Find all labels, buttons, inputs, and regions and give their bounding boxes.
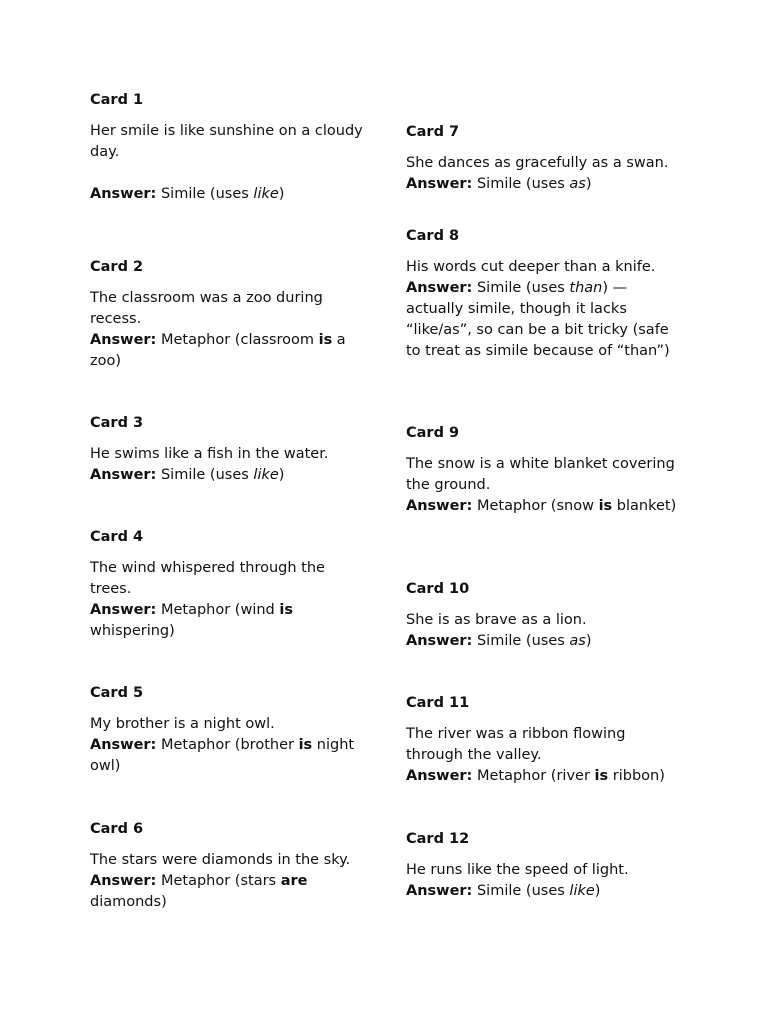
answer-label: Answer: xyxy=(406,633,473,649)
answer-keyword: like xyxy=(253,186,279,202)
card-4 xyxy=(90,527,368,642)
answer-label: Answer: xyxy=(406,498,473,514)
card-2 xyxy=(90,257,368,372)
card-answer xyxy=(90,735,368,777)
answer-keyword: is xyxy=(594,768,609,784)
card-title: Card 1 xyxy=(90,92,144,108)
answer-kind: Simile xyxy=(476,280,522,296)
answer-kind: Simile xyxy=(160,186,206,202)
answer-pre: (uses xyxy=(521,883,570,899)
card-sentence: The classroom was a zoo during recess. xyxy=(90,290,323,327)
answer-pre: (uses xyxy=(205,186,254,202)
answer-post: whispering) xyxy=(90,623,175,639)
answer-label: Answer: xyxy=(406,176,473,192)
card-sentence: She is as brave as a lion. xyxy=(406,612,587,628)
card-sentence: The snow is a white blanket covering the ground. xyxy=(406,456,675,493)
card-title: Card 8 xyxy=(406,228,460,244)
card-sentence: His words cut deeper than a knife. xyxy=(406,259,656,275)
card-answer xyxy=(90,465,368,486)
answer-kind: Simile xyxy=(476,176,522,192)
answer-label: Answer: xyxy=(90,332,157,348)
card-title: Card 5 xyxy=(90,685,144,701)
answer-post: diamonds) xyxy=(90,894,167,910)
answer-label: Answer: xyxy=(406,768,473,784)
card-sentence: The wind whispered through the trees. xyxy=(90,560,325,597)
answer-label: Answer: xyxy=(406,883,473,899)
answer-keyword: as xyxy=(569,176,586,192)
card-6 xyxy=(90,819,368,913)
answer-kind: Metaphor xyxy=(476,768,547,784)
card-title: Card 6 xyxy=(90,821,144,837)
answer-kind: Simile xyxy=(160,467,206,483)
answer-label: Answer: xyxy=(90,873,157,889)
answer-pre: (uses xyxy=(521,633,570,649)
answer-keyword: is xyxy=(598,498,613,514)
answer-keyword: is xyxy=(298,737,313,753)
card-sentence: The river was a ribbon flowing through the valley. xyxy=(406,726,626,763)
card-sentence: Her smile is like sunshine on a cloudy day. xyxy=(90,123,363,160)
answer-pre: (classroom xyxy=(230,332,319,348)
answer-label: Answer: xyxy=(90,737,157,753)
answer-keyword: than xyxy=(569,280,603,296)
card-3 xyxy=(90,413,368,486)
card-1 xyxy=(90,90,368,205)
answer-keyword: as xyxy=(569,633,586,649)
card-sentence: She dances as gracefully as a swan. xyxy=(406,155,669,171)
answer-keyword: are xyxy=(280,873,308,889)
card-answer xyxy=(90,871,368,913)
card-answer xyxy=(406,174,686,195)
answer-pre: (river xyxy=(546,768,595,784)
answer-post: ) — actually simile, though it lacks “like/as”, so can be a bit tricky (safe to treat as simile because of “than”) xyxy=(406,280,670,359)
card-title: Card 9 xyxy=(406,425,460,441)
card-answer xyxy=(90,184,368,205)
card-title: Card 3 xyxy=(90,415,144,431)
answer-kind: Metaphor xyxy=(160,602,231,618)
answer-post: ) xyxy=(278,467,285,483)
card-answer xyxy=(406,631,686,652)
card-answer xyxy=(406,278,686,362)
card-11 xyxy=(406,693,686,787)
answer-post: ) xyxy=(594,883,601,899)
card-8 xyxy=(406,226,686,362)
answer-post: night owl) xyxy=(90,737,355,774)
card-sentence: The stars were diamonds in the sky. xyxy=(90,852,351,868)
answer-pre: (uses xyxy=(521,176,570,192)
answer-post: blanket) xyxy=(612,498,677,514)
card-answer xyxy=(406,496,686,517)
answer-pre: (wind xyxy=(230,602,280,618)
card-answer xyxy=(90,330,368,372)
card-10 xyxy=(406,579,686,652)
card-5 xyxy=(90,683,368,777)
answer-kind: Metaphor xyxy=(160,737,231,753)
card-title: Card 12 xyxy=(406,831,470,847)
answer-kind: Simile xyxy=(476,633,522,649)
answer-keyword: is xyxy=(318,332,333,348)
answer-kind: Simile xyxy=(476,883,522,899)
card-title: Card 11 xyxy=(406,695,470,711)
card-answer xyxy=(406,766,686,787)
card-sentence: He runs like the speed of light. xyxy=(406,862,629,878)
answer-post: a zoo) xyxy=(90,332,346,369)
card-sentence: He swims like a fish in the water. xyxy=(90,446,329,462)
answer-pre: (stars xyxy=(230,873,281,889)
answer-label: Answer: xyxy=(90,186,157,202)
card-sentence: My brother is a night owl. xyxy=(90,716,275,732)
card-12 xyxy=(406,829,686,902)
card-title: Card 7 xyxy=(406,124,460,140)
card-answer xyxy=(90,600,368,642)
card-title: Card 10 xyxy=(406,581,470,597)
answer-keyword: like xyxy=(253,467,279,483)
answer-kind: Metaphor xyxy=(476,498,547,514)
answer-kind: Metaphor xyxy=(160,332,231,348)
answer-pre: (uses xyxy=(521,280,570,296)
answer-label: Answer: xyxy=(406,280,473,296)
answer-post: ribbon) xyxy=(608,768,665,784)
answer-label: Answer: xyxy=(90,467,157,483)
answer-post: ) xyxy=(585,633,592,649)
card-7 xyxy=(406,122,686,195)
answer-pre: (uses xyxy=(205,467,254,483)
card-9 xyxy=(406,423,686,517)
card-answer xyxy=(406,881,686,902)
answer-keyword: is xyxy=(279,602,293,618)
answer-post: ) xyxy=(278,186,285,202)
answer-kind: Metaphor xyxy=(160,873,231,889)
answer-keyword: like xyxy=(569,883,595,899)
answer-pre: (brother xyxy=(230,737,299,753)
answer-post: ) xyxy=(585,176,592,192)
answer-label: Answer: xyxy=(90,602,157,618)
card-title: Card 4 xyxy=(90,529,144,545)
card-title: Card 2 xyxy=(90,259,144,275)
answer-pre: (snow xyxy=(546,498,599,514)
